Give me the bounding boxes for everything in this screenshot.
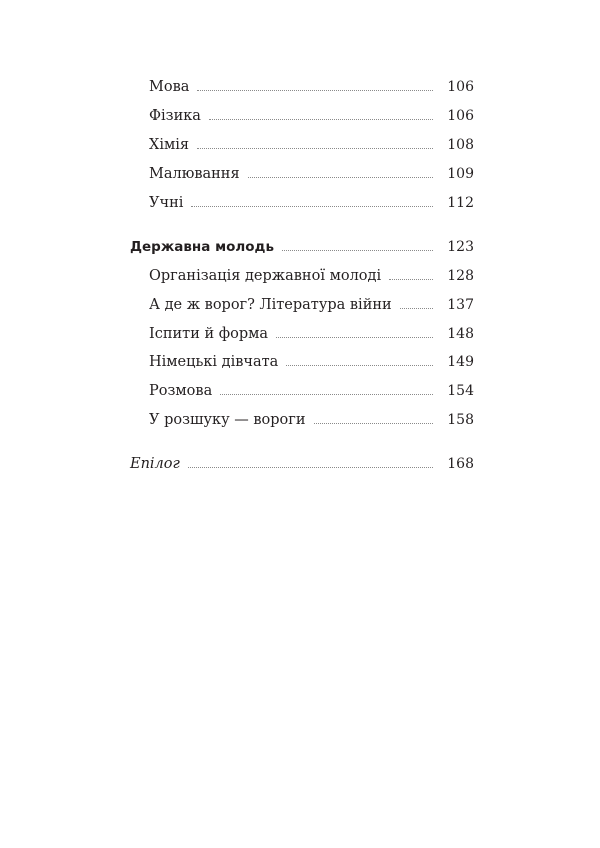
dot-leader — [209, 119, 433, 120]
toc-entry-title: Німецькі дівчата — [149, 354, 279, 370]
toc-entry — [149, 292, 474, 314]
dot-leader — [248, 177, 434, 178]
toc-entry — [149, 378, 474, 400]
toc-entry — [149, 190, 474, 212]
dot-leader — [314, 423, 434, 424]
toc-entry-page: 112 — [447, 195, 474, 211]
toc-entry-page: 106 — [447, 108, 474, 124]
dot-leader — [276, 337, 433, 338]
toc-entry-page: 158 — [447, 412, 474, 428]
toc-section-heading — [130, 234, 474, 256]
toc-entry-page: 106 — [447, 79, 474, 95]
toc-entry — [149, 74, 474, 96]
dot-leader — [282, 250, 433, 251]
toc-entry-title: У розшуку — вороги — [149, 412, 306, 428]
dot-leader — [286, 365, 433, 366]
toc-entry-title: Мова — [149, 79, 190, 95]
toc-entry — [149, 161, 474, 183]
toc-entry-title: Організація державної молоді — [149, 268, 382, 284]
dot-leader — [400, 308, 434, 309]
dot-leader — [188, 467, 433, 468]
toc-section-page: 123 — [447, 239, 474, 255]
toc-entry — [149, 263, 474, 285]
toc-entry-page: 108 — [447, 137, 474, 153]
toc-epilogue — [130, 451, 474, 473]
toc-entry — [149, 321, 474, 343]
toc-entry-title: Фізика — [149, 108, 201, 124]
toc-epilogue-title: Епілог — [130, 456, 180, 472]
toc-entry — [149, 349, 474, 371]
toc-entry-page: 137 — [447, 297, 474, 313]
toc-entry — [149, 407, 474, 429]
toc-entry-title: Розмова — [149, 383, 213, 399]
toc-section-title: Державна молодь — [130, 239, 274, 255]
toc-epilogue-page: 168 — [447, 456, 474, 472]
toc-entry-title: А де ж ворог? Література війни — [149, 297, 392, 313]
toc-entry-title: Малювання — [149, 166, 240, 182]
toc-entry-title: Іспити й форма — [149, 326, 269, 342]
dot-leader — [197, 148, 433, 149]
toc-entry-page: 109 — [447, 166, 474, 182]
dot-leader — [220, 394, 433, 395]
toc-entry-title: Хімія — [149, 137, 190, 153]
dot-leader — [191, 206, 433, 207]
dot-leader — [197, 90, 433, 91]
toc-entry-page: 148 — [447, 326, 474, 342]
toc-entry-page: 128 — [447, 268, 474, 284]
toc-entry-page: 149 — [447, 354, 474, 370]
toc-entry — [149, 103, 474, 125]
toc-entry-page: 154 — [447, 383, 474, 399]
toc-entry — [149, 132, 474, 154]
toc-entry-title: Учні — [149, 195, 184, 211]
dot-leader — [389, 279, 433, 280]
